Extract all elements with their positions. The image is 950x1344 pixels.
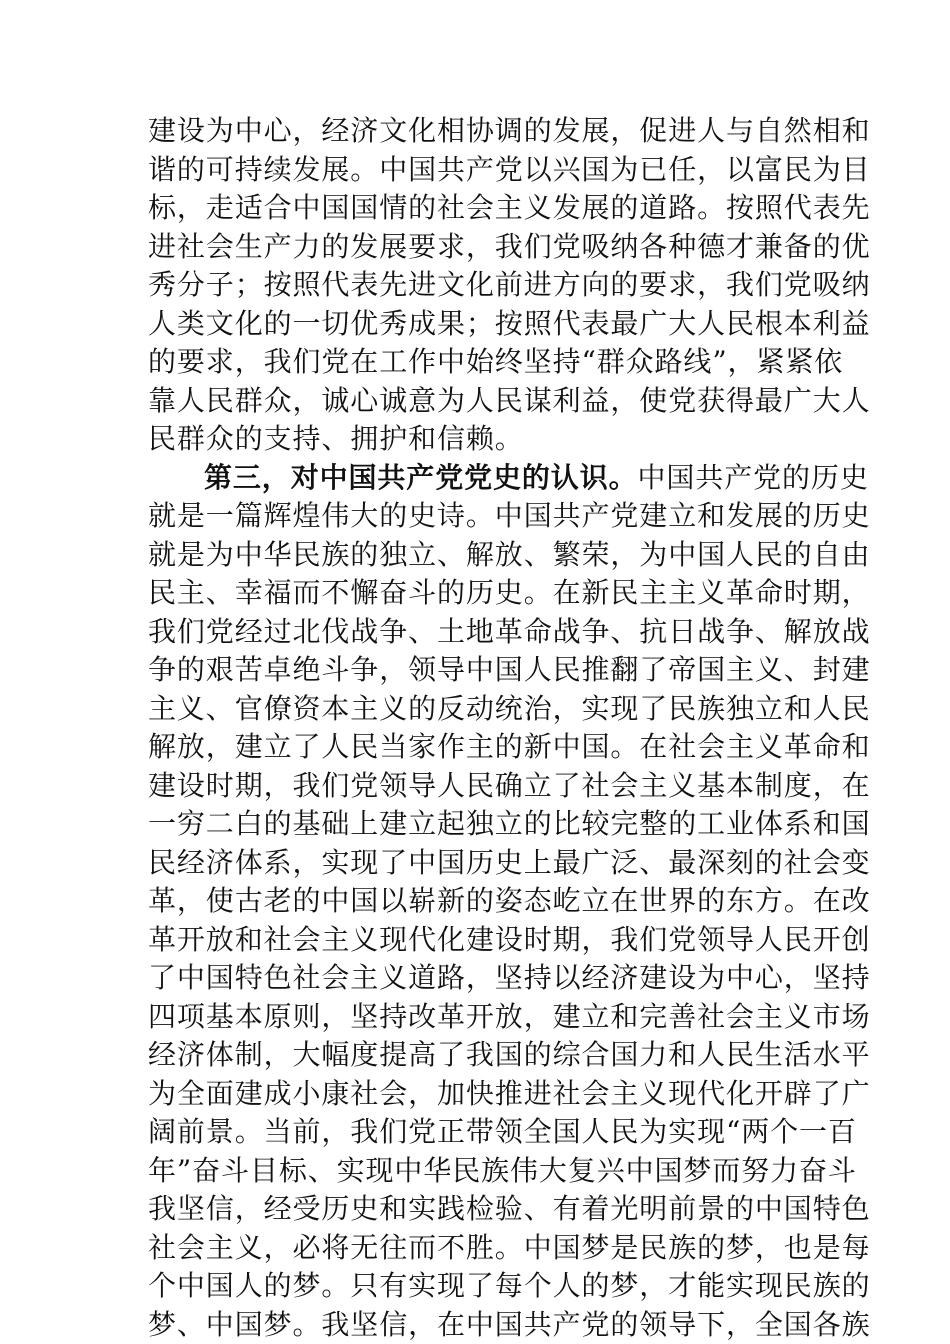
- text-line: 的要求，我们党在工作中始终坚持“群众路线”，紧紧依: [148, 345, 844, 378]
- text-line: 一穷二白的基础上建立起独立的比较完整的工业体系和国: [148, 807, 871, 840]
- text-line: 进社会生产力的发展要求，我们党吸纳各种德才兼备的优: [148, 229, 871, 263]
- text-line: 为全面建成小康社会，加快推进社会主义现代化开辟了广: [148, 1076, 871, 1110]
- text-line: 革，使古老的中国以崭新的姿态屹立在世界的东方。在改: [148, 884, 871, 917]
- text-line: 年”奋斗目标、实现中华民族伟大复兴中国梦而努力奋斗: [148, 1153, 857, 1187]
- text-line: 主义、官僚资本主义的反动统治，实现了民族独立和人民: [148, 691, 871, 725]
- text-run: 中国共产党的历史: [637, 460, 869, 494]
- text-line: 建设为中心，经济文化相协调的发展，促进人与自然相和: [148, 114, 871, 147]
- text-line: 梦、中国梦。我坚信，在中国共产党的领导下，全国各族: [148, 1307, 871, 1341]
- paragraph-first-line: [148, 459, 869, 498]
- text-line: 我坚信，经受历史和实践检验、有着光明前景的中国特色: [148, 1192, 871, 1225]
- text-line: 民经济体系，实现了中国历史上最广泛、最深刻的社会变: [148, 845, 871, 879]
- text-line: 人类文化的一切优秀成果；按照代表最广大人民根本利益: [148, 306, 871, 340]
- text-line: 建设时期，我们党领导人民确立了社会主义基本制度，在: [148, 768, 871, 802]
- text-line: 民群众的支持、拥护和信赖。: [148, 422, 524, 455]
- text-line: 四项基本原则，坚持改革开放，建立和完善社会主义市场: [148, 999, 871, 1033]
- text-line: 我们党经过北伐战争、土地革命战争、抗日战争、解放战: [148, 614, 871, 648]
- text-line: 阔前景。当前，我们党正带领全国人民为实现“两个一百: [148, 1115, 857, 1148]
- text-line: 经济体制，大幅度提高了我国的综合国力和人民生活水平: [148, 1038, 871, 1071]
- paragraph-1: [148, 112, 871, 459]
- text-line: 就是为中华民族的独立、解放、繁荣，为中国人民的自由: [148, 537, 871, 571]
- text-line: 民主、幸福而不懈奋斗的历史。在新民主主义革命时期，: [148, 576, 871, 609]
- text-line: 就是一篇辉煌伟大的史诗。中国共产党建立和发展的历史: [148, 499, 871, 532]
- text-line: 社会主义，必将无往而不胜。中国梦是民族的梦，也是每: [148, 1230, 871, 1264]
- text-line: 谐的可持续发展。中国共产党以兴国为已任，以富民为目: [148, 152, 871, 186]
- text-line: 标，走适合中国国情的社会主义发展的道路。按照代表先: [148, 191, 871, 224]
- text-line: 了中国特色社会主义道路，坚持以经济建设为中心，坚持: [148, 961, 871, 994]
- text-line: 秀分子；按照代表先进文化前进方向的要求，我们党吸纳: [148, 268, 871, 301]
- text-line: 个中国人的梦。只有实现了每个人的梦，才能实现民族的: [148, 1269, 871, 1302]
- text-line: 靠人民群众，诚心诚意为人民谋利益，使党获得最广大人: [148, 383, 871, 417]
- section-heading: 第三，对中国共产党党史的认识。: [204, 460, 638, 494]
- text-line: 革开放和社会主义现代化建设时期，我们党领导人民开创: [148, 922, 871, 956]
- text-line: 争的艰苦卓绝斗争，领导中国人民推翻了帝国主义、封建: [148, 653, 871, 686]
- text-line: 解放，建立了人民当家作主的新中国。在社会主义革命和: [148, 730, 871, 763]
- body-text: [148, 112, 871, 1344]
- paragraph-2: [148, 459, 871, 1344]
